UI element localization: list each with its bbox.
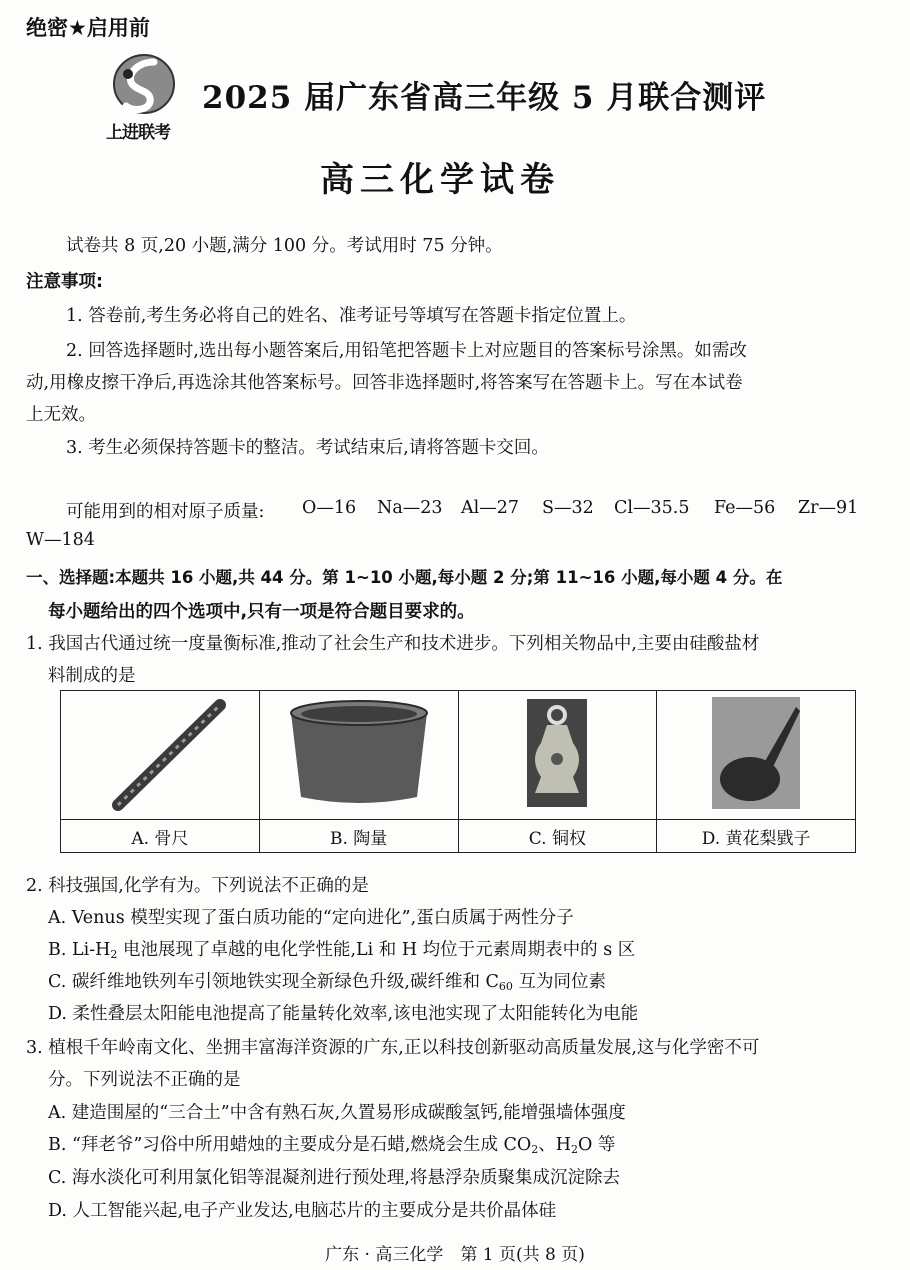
paper-subject-title: 高三化学试卷 [320,160,560,200]
huanghuali-scale-image [657,691,856,820]
pottery-measure-image [259,691,458,820]
question-2-option-a: A. Venus 模型实现了蛋白质功能的“定向进化”,蛋白质属于两性分子 [48,908,574,928]
notice-item-1: 1. 答卷前,考生务必将自己的姓名、准考证号等填写在答题卡指定位置上。 [66,306,637,326]
page-footer: 广东 · 高三化学 第 1 页(共 8 页) [325,1245,585,1265]
option-c-label: C. 铜权 [458,820,657,853]
confidential-label: 绝密★启用前 [26,16,150,40]
question-2-option-c: C. 碳纤维地铁列车引领地铁实现全新绿色升级,碳纤维和 $C_{60}$ 互为同位素 [48,972,606,993]
atomic-mass-cl: Cl—35.5 [614,498,690,518]
notice-heading: 注意事项: [26,272,103,292]
bronze-weight-icon [467,693,647,813]
notice-item-2-cont: 动,用橡皮擦干净后,再选涂其他答案标号。回答非选择题时,将答案写在答题卡上。写在本试卷 [26,373,743,393]
notice-item-3: 3. 考生必须保持答题卡的整洁。考试结束后,请将答题卡交回。 [66,438,549,458]
question-2-option-d: D. 柔性叠层太阳能电池提高了能量转化效率,该电池实现了太阳能转化为电能 [48,1004,639,1024]
section-1-instruction: 每小题给出的四个选项中,只有一项是符合题目要求的。 [48,602,475,622]
question-2-option-b: B. $Li-H_2$ 电池展现了卓越的电化学性能,Li 和 H 均位于元素周期表中的 s 区 [48,940,636,961]
question-2-stem: 2. 科技强国,化学有为。下列说法不正确的是 [26,876,369,896]
notice-item-2: 2. 回答选择题时,选出每小题答案后,用铅笔把答题卡上对应题目的答案标号涂黑。如需改 [66,341,747,361]
atomic-mass-w: W—184 [26,530,95,550]
question-3-option-d: D. 人工智能兴起,电子产业发达,电脑芯片的主要成分是共价晶体硅 [48,1201,557,1221]
option-a-label: A. 骨尺 [61,820,260,853]
atomic-mass-al: Al—27 [461,498,520,518]
exam-title: 2025 届广东省高三年级 5 月联合测评 [202,80,767,116]
atomic-mass-na: Na—23 [377,498,443,518]
question-3-option-b: B. “拜老爷”习俗中所用蜡烛的主要成分是石蜡,燃烧会生成 $CO_2$、$H_2O$ 等 [48,1135,616,1156]
logo-text: 上进联考 [106,123,170,143]
huanghuali-scale-icon [666,693,846,813]
question-1-stem: 1. 我国古代通过统一度量衡标准,推动了社会生产和技术进步。下列相关物品中,主要由硅酸盐材 [26,634,760,654]
atomic-mass-fe: Fe—56 [714,498,776,518]
question-3-option-c: C. 海水淡化可利用氯化铝等混凝剂进行预处理,将悬浮杂质聚集成沉淀除去 [48,1168,620,1188]
question-3-stem: 3. 植根千年岭南文化、坐拥丰富海洋资源的广东,正以科技创新驱动高质量发展,这与化学密不可 [26,1038,760,1058]
option-d-label: D. 黄花梨戥子 [657,820,856,853]
question-3-option-a: A. 建造围屋的“三合土”中含有熟石灰,久置易形成碳酸氢钙,能增强墙体强度 [48,1103,626,1123]
atomic-mass-zr: Zr—91 [798,498,859,518]
exam-intro: 试卷共 8 页,20 小题,满分 100 分。考试用时 75 分钟。 [66,236,503,256]
option-b-label: B. 陶量 [259,820,458,853]
atomic-mass-s: S—32 [542,498,594,518]
atomic-mass-label: 可能用到的相对原子质量: [66,502,265,522]
bone-ruler-image [61,691,260,820]
pottery-measure-icon [269,693,449,813]
notice-item-2-end: 上无效。 [26,405,96,425]
question-1-options-table [60,690,856,853]
atomic-mass-o: O—16 [302,498,357,518]
question-1-stem-cont: 料制成的是 [48,666,136,686]
section-1-heading: 一、选择题:本题共 16 小题,共 44 分。第 1~10 小题,每小题 2 分;第 11~16 小题,每小题 4 分。在 [26,568,783,587]
bone-ruler-icon [70,693,250,813]
question-3-stem-cont: 分。下列说法不正确的是 [48,1070,241,1090]
bronze-weight-image [458,691,657,820]
